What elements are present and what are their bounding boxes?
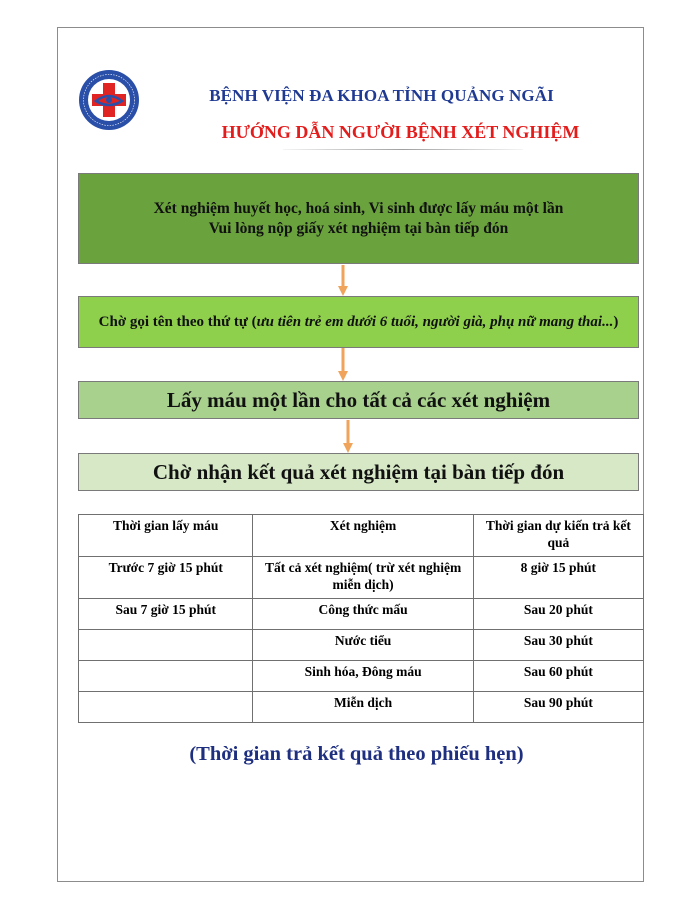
table-row [79,661,644,692]
cell-result-time: Sau 60 phút [473,661,643,692]
cell-result-time: Sau 20 phút [473,599,643,630]
cell-result-time: Sau 90 phút [473,692,643,723]
cell-test: Miễn dịch [253,692,473,723]
cell-collection-time: Sau 7 giờ 15 phút [79,599,253,630]
cell-collection-time [79,630,253,661]
cell-test: Công thức mấu [253,599,473,630]
result-note: (Thời gian trả kết quả theo phiếu hẹn) [189,743,524,765]
step-2-label: Chờ gọi tên theo thứ tự ( [98,314,257,330]
step-3-box [78,381,639,419]
step-4-text: Chờ nhận kết quả xét nghiệm tại bàn tiếp đón [152,459,565,484]
cell-test: Sinh hóa, Đông máu [253,661,473,692]
step-2-priority-note: ưu tiên trẻ em dưới 6 tuổi, người già, phụ nữ mang thai... [256,314,614,330]
results-time-table [78,514,644,723]
step-2-close: ) [613,314,619,330]
header-expected-result-time: Thời gian dự kiến trả kết quả [473,515,643,557]
cell-test: Tất cả xét nghiệm( trừ xét nghiệm miễn dịch) [253,557,473,599]
step-1-line-2: Vui lòng nộp giấy xét nghiệm tại bàn tiếp đón [208,219,509,237]
arrow-down-icon [343,420,353,453]
step-1-box [78,173,639,264]
header-collection-time: Thời gian lấy máu [79,515,253,557]
cell-collection-time: Trước 7 giờ 15 phút [79,557,253,599]
table-row [79,599,644,630]
guide-title: HƯỚNG DẪN NGƯỜI BỆNH XÉT NGHIỆM [221,122,580,142]
cell-collection-time [79,661,253,692]
step-4-box [78,453,639,491]
cell-collection-time [79,692,253,723]
cell-test: Nước tiểu [253,630,473,661]
arrow-down-icon [338,265,348,296]
step-1-line-1: Xét nghiệm huyết học, hoá sinh, Vi sinh được lấy máu một lần [153,199,564,217]
step-2-text [99,312,619,332]
table-row [79,557,644,599]
cell-result-time: 8 giờ 15 phút [473,557,643,599]
step-2-box [78,296,639,348]
step-3-text: Lấy máu một lần cho tất cả các xét nghiệm [166,387,551,412]
cell-result-time: Sau 30 phút [473,630,643,661]
arrow-down-icon [338,348,348,381]
hospital-name: BỆNH VIỆN ĐA KHOA TỈNH QUẢNG NGÃI [209,86,554,105]
table-row [79,692,644,723]
document-page [57,27,644,882]
title-underline [283,149,523,150]
table-row [79,630,644,661]
table-header-row [79,515,644,557]
header-test: Xét nghiệm [253,515,473,557]
